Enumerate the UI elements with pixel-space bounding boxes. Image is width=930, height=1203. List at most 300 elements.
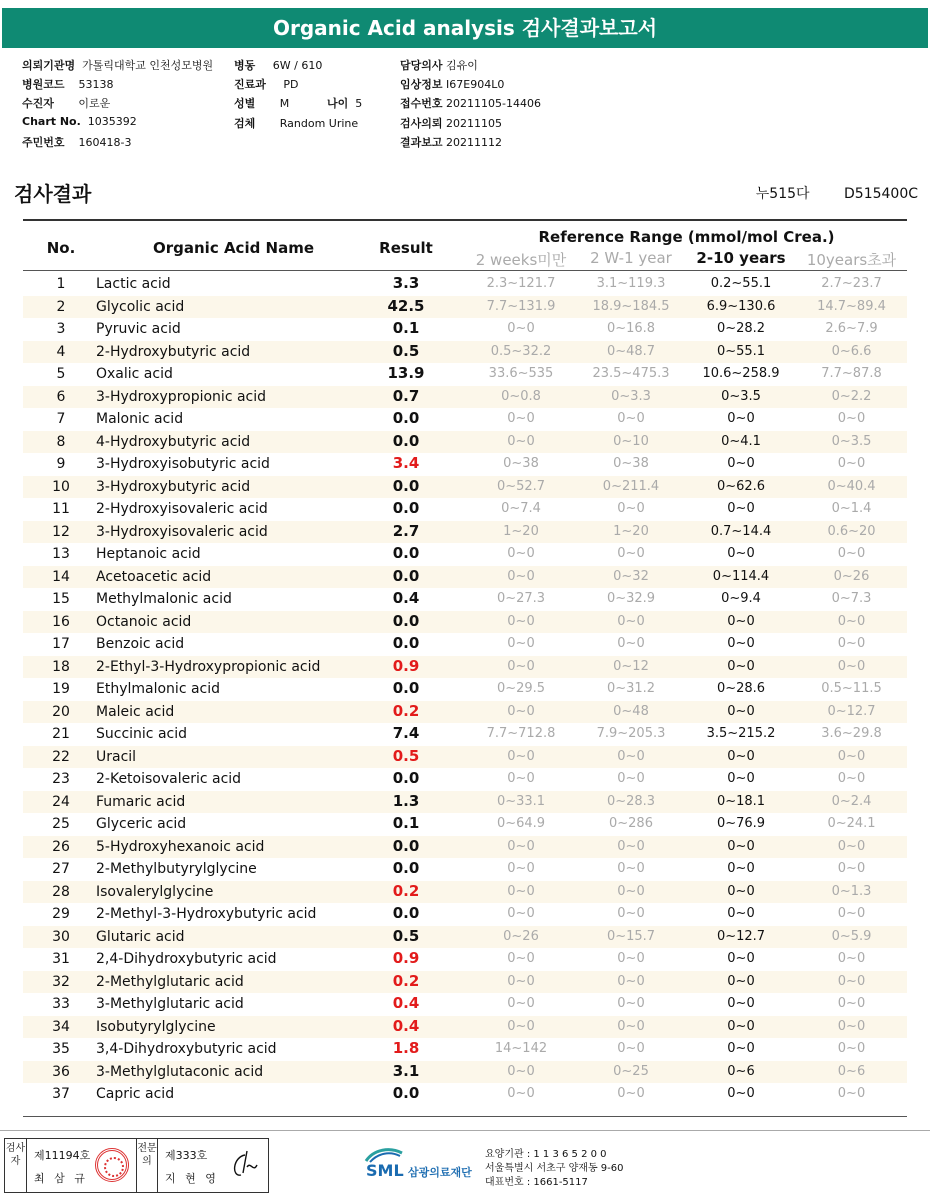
- row-range-under-2-weeks: 0~0: [507, 748, 535, 764]
- row-range-over-10y: 0~5.9: [831, 928, 872, 944]
- row-number: 1: [56, 276, 66, 292]
- row-range-2-10y: 0~55.1: [716, 343, 766, 359]
- row-acid-name: Heptanoic acid: [96, 546, 201, 562]
- row-acid-name: Pyruvic acid: [96, 321, 181, 337]
- row-number: 3: [56, 321, 66, 337]
- row-range-2w-1y: 0~32.9: [606, 591, 656, 606]
- row-number: 14: [52, 568, 70, 585]
- patient-info: [22, 57, 912, 153]
- approver-name: 지 현 영: [165, 1172, 219, 1185]
- row-range-under-2-weeks: 0~0: [507, 546, 535, 561]
- row-number: 9: [56, 456, 66, 472]
- row-acid-name: 5-Hydroxyhexanoic acid: [96, 838, 265, 855]
- table-row: [23, 1083, 907, 1106]
- row-range-2w-1y: 0~38: [613, 456, 649, 471]
- row-range-2w-1y: 0~0: [617, 951, 645, 966]
- header-range-1: 2 weeks미만: [475, 251, 567, 269]
- row-acid-name: Capric acid: [96, 1086, 175, 1102]
- row-range-2w-1y: 0~3.3: [611, 388, 651, 404]
- row-result: 0.5: [392, 341, 420, 360]
- row-range-2w-1y: 0~0: [617, 1018, 645, 1034]
- row-range-2-10y: 0~0: [727, 1041, 755, 1056]
- row-range-under-2-weeks: 33.6~535: [488, 366, 554, 381]
- table-row: [23, 296, 907, 319]
- row-result: 0.2: [392, 701, 420, 720]
- row-range-2-10y: 0~0: [727, 546, 755, 561]
- table-row: [23, 746, 907, 769]
- row-range-under-2-weeks: 2.3~121.7: [486, 276, 556, 291]
- table-row: [23, 948, 907, 971]
- row-acid-name: Lactic acid: [96, 276, 171, 292]
- row-number: 24: [52, 793, 70, 810]
- row-result: 0.0: [392, 1084, 420, 1102]
- row-range-over-10y: 0~0: [837, 951, 866, 966]
- table-row: [23, 971, 907, 994]
- row-acid-name: Benzoic acid: [96, 636, 185, 652]
- row-range-under-2-weeks: 0~0: [507, 996, 535, 1011]
- insurance-code: 누515다: [755, 186, 810, 202]
- row-range-2-10y: 0~0: [727, 501, 755, 516]
- row-range-under-2-weeks: 0~33.1: [496, 793, 546, 809]
- row-range-over-10y: 0~12.7: [827, 703, 876, 719]
- table-row: [23, 566, 907, 589]
- table-row: [23, 341, 907, 364]
- row-range-over-10y: 7.7~87.8: [821, 366, 882, 381]
- row-range-2w-1y: 1~20: [613, 523, 649, 539]
- row-range-over-10y: 0~0: [837, 771, 866, 786]
- table-row: [23, 813, 907, 836]
- row-acid-name: Ethylmalonic acid: [96, 681, 221, 697]
- row-range-2-10y: 0~6: [727, 1063, 755, 1079]
- info-patient: 수진자 이로운: [22, 97, 111, 110]
- row-range-2w-1y: 0~0: [617, 906, 645, 921]
- row-range-over-10y: 0~2.4: [831, 793, 872, 809]
- row-number: 7: [56, 411, 66, 427]
- row-number: 36: [52, 1063, 70, 1080]
- row-range-2w-1y: 0~15.7: [606, 928, 656, 944]
- row-number: 34: [52, 1018, 70, 1035]
- table-row: [23, 476, 907, 499]
- row-acid-name: 2-Hydroxybutyric acid: [96, 343, 251, 360]
- row-range-under-2-weeks: 0~0: [507, 433, 535, 449]
- row-range-2-10y: 6.9~130.6: [706, 298, 776, 314]
- row-range-over-10y: 2.7~23.7: [821, 276, 882, 291]
- row-range-2-10y: 0~0: [727, 861, 755, 876]
- row-number: 20: [52, 703, 70, 720]
- table-row: [23, 993, 907, 1016]
- approver-license: 제333호: [165, 1149, 208, 1162]
- header-range-3: 2-10 years: [696, 249, 786, 267]
- row-number: 15: [52, 591, 70, 607]
- table-row: [23, 611, 907, 634]
- row-acid-name: Uracil: [96, 748, 137, 765]
- row-number: 21: [52, 726, 70, 742]
- row-range-2-10y: 0~28.6: [716, 681, 766, 696]
- row-range-over-10y: 0~0: [837, 411, 866, 426]
- row-range-over-10y: 0~0: [837, 1018, 866, 1034]
- row-range-2-10y: 0~18.1: [716, 793, 766, 809]
- org-line-phone: 대표번호 : 1661-5117: [485, 1177, 588, 1188]
- row-result: 0.2: [392, 881, 420, 900]
- row-range-over-10y: 0~40.4: [827, 478, 876, 494]
- info-agency: 의뢰기관명 가톨릭대학교 인천성모병원: [22, 59, 214, 72]
- row-range-over-10y: 0~6: [837, 1063, 866, 1079]
- row-range-2-10y: 0~0: [727, 703, 755, 719]
- row-acid-name: 2-Ethyl-3-Hydroxypropionic acid: [96, 658, 321, 675]
- table-row: [23, 768, 907, 791]
- row-range-2-10y: 0~3.5: [721, 388, 761, 404]
- row-range-2-10y: 3.5~215.2: [706, 726, 776, 741]
- row-acid-name: Succinic acid: [96, 726, 188, 742]
- row-range-2-10y: 0~4.1: [721, 433, 761, 449]
- row-range-under-2-weeks: 0~0: [507, 1086, 535, 1101]
- table-row: [23, 386, 907, 409]
- row-result: 0.1: [392, 814, 420, 832]
- table-row: [23, 633, 907, 656]
- footer-rule: [0, 1130, 930, 1131]
- row-range-2w-1y: 0~48: [613, 703, 649, 719]
- table-row: [23, 701, 907, 724]
- row-result: 0.4: [392, 589, 420, 607]
- row-acid-name: 2-Hydroxyisovaleric acid: [96, 501, 268, 517]
- row-number: 37: [52, 1086, 70, 1102]
- header-range-2: 2 W-1 year: [590, 249, 672, 267]
- info-ward: 병동 6W / 610: [234, 59, 323, 72]
- row-acid-name: Isovalerylglycine: [96, 883, 214, 900]
- org-line-code: 요양기관 : 1 1 3 6 5 2 0 0: [485, 1149, 607, 1160]
- row-number: 19: [52, 681, 70, 697]
- row-range-under-2-weeks: 0~0: [507, 883, 535, 899]
- table-row: [23, 903, 907, 926]
- header-result: Result: [379, 239, 433, 257]
- table-row: [23, 656, 907, 679]
- info-resident-no: 주민번호 160418-3: [22, 136, 132, 149]
- table-row: [23, 318, 907, 341]
- table-row: [23, 1038, 907, 1061]
- row-range-2-10y: 0.7~14.4: [710, 523, 772, 539]
- row-range-over-10y: 2.6~7.9: [825, 321, 878, 336]
- row-acid-name: Malonic acid: [96, 411, 184, 427]
- table-row: [23, 521, 907, 544]
- row-result: 0.2: [392, 971, 420, 990]
- row-range-under-2-weeks: 1~20: [503, 523, 539, 539]
- row-acid-name: 4-Hydroxybutyric acid: [96, 433, 251, 450]
- row-number: 13: [52, 546, 70, 562]
- row-range-under-2-weeks: 0~38: [503, 456, 539, 471]
- row-number: 22: [52, 748, 70, 765]
- row-range-2-10y: 10.6~258.9: [702, 366, 780, 381]
- row-range-over-10y: 0~3.5: [831, 433, 872, 449]
- row-range-2w-1y: 0~31.2: [606, 681, 656, 696]
- org-name: 삼광의료재단: [408, 1166, 472, 1179]
- row-range-2-10y: 0~62.6: [716, 478, 766, 494]
- row-range-over-10y: 0~0: [837, 1086, 866, 1101]
- org-logo: [364, 1147, 484, 1189]
- row-acid-name: Glycolic acid: [96, 298, 185, 315]
- row-range-under-2-weeks: 0~0: [507, 613, 535, 629]
- row-number: 26: [52, 838, 70, 855]
- table-bottom-rule: [23, 1116, 907, 1117]
- row-range-2-10y: 0~12.7: [716, 928, 766, 944]
- row-result: 0.0: [392, 431, 420, 450]
- row-result: 0.0: [392, 409, 420, 427]
- row-acid-name: 3-Hydroxybutyric acid: [96, 478, 251, 495]
- row-range-2w-1y: 0~0: [617, 501, 645, 516]
- table-row: [23, 588, 907, 611]
- inspector-name: 최 삼 규: [34, 1172, 88, 1185]
- table-row: [23, 836, 907, 859]
- row-acid-name: 2-Methylbutyrylglycine: [96, 861, 257, 877]
- row-number: 28: [52, 883, 70, 900]
- row-range-2-10y: 0~9.4: [721, 591, 761, 606]
- row-range-over-10y: 14.7~89.4: [817, 298, 886, 314]
- row-result: 0.5: [392, 926, 420, 945]
- row-range-2w-1y: 0~0: [617, 861, 645, 876]
- row-result: 0.9: [392, 656, 420, 675]
- row-result: 2.7: [392, 521, 420, 540]
- row-result: 0.4: [392, 994, 420, 1012]
- row-range-2-10y: 0~0: [727, 996, 755, 1011]
- header-reference: Reference Range (mmol/mol Crea.): [538, 228, 835, 246]
- test-code: D515400C: [844, 186, 918, 202]
- row-number: 5: [56, 366, 66, 382]
- row-result: 1.8: [392, 1039, 420, 1057]
- row-range-2w-1y: 0~25: [613, 1063, 649, 1079]
- row-number: 35: [52, 1041, 70, 1057]
- row-acid-name: 3-Hydroxyisobutyric acid: [96, 456, 270, 472]
- row-range-2w-1y: 23.5~475.3: [592, 366, 670, 381]
- row-range-2-10y: 0~0: [727, 613, 755, 629]
- row-range-2-10y: 0~0: [727, 838, 755, 854]
- row-range-under-2-weeks: 0~0: [507, 411, 535, 426]
- table-row: [23, 881, 907, 904]
- row-range-2w-1y: 0~0: [617, 546, 645, 561]
- row-range-under-2-weeks: 0~64.9: [496, 816, 546, 831]
- row-range-2w-1y: 0~0: [617, 748, 645, 764]
- row-range-under-2-weeks: 0~52.7: [496, 478, 546, 494]
- results-table: [23, 273, 907, 1106]
- row-range-over-10y: 0~0: [837, 996, 866, 1011]
- row-range-2-10y: 0~0: [727, 951, 755, 966]
- row-range-under-2-weeks: 0~0: [507, 973, 535, 989]
- row-range-over-10y: 3.6~29.8: [821, 726, 882, 741]
- row-range-2-10y: 0~0: [727, 748, 755, 764]
- row-result: 3.1: [392, 1061, 420, 1080]
- info-report-date: 결과보고 20211112: [400, 136, 503, 149]
- row-number: 30: [52, 928, 70, 945]
- row-range-2w-1y: 18.9~184.5: [592, 298, 670, 314]
- row-number: 8: [56, 433, 66, 450]
- table-row: [23, 273, 907, 296]
- section-title: 검사결과: [14, 182, 92, 206]
- table-row: [23, 723, 907, 746]
- row-acid-name: Methylmalonic acid: [96, 591, 232, 607]
- table-row: [23, 543, 907, 566]
- row-result: 7.4: [392, 724, 420, 742]
- row-result: 0.0: [392, 544, 420, 562]
- row-range-2w-1y: 0~32: [613, 568, 649, 584]
- row-range-over-10y: 0~0: [837, 748, 866, 764]
- row-result: 0.0: [392, 836, 420, 855]
- row-acid-name: 2-Ketoisovaleric acid: [96, 771, 242, 787]
- row-range-2w-1y: 0~10: [613, 433, 649, 449]
- row-range-2w-1y: 0~0: [617, 411, 645, 426]
- row-number: 29: [52, 906, 70, 922]
- row-range-under-2-weeks: 0~27.3: [496, 591, 546, 606]
- row-number: 16: [52, 613, 70, 630]
- row-acid-name: 3-Methylglutaconic acid: [96, 1063, 264, 1080]
- approver-label: 전문의: [136, 1139, 158, 1192]
- row-range-2-10y: 0~76.9: [716, 816, 766, 831]
- table-top-rule: [23, 219, 907, 221]
- inspector-license: 제11194호: [34, 1149, 91, 1162]
- row-range-under-2-weeks: 0~0: [507, 658, 535, 674]
- row-range-over-10y: 0.6~20: [827, 523, 876, 539]
- info-specimen: 검체 Random Urine: [234, 117, 359, 130]
- row-result: 42.5: [387, 296, 425, 315]
- row-result: 0.0: [392, 499, 420, 517]
- row-result: 0.0: [392, 859, 420, 877]
- row-range-2-10y: 0~114.4: [712, 568, 770, 584]
- table-row: [23, 926, 907, 949]
- row-range-2-10y: 0~0: [727, 456, 755, 471]
- row-range-under-2-weeks: 0~7.4: [501, 501, 541, 516]
- row-range-over-10y: 0~0: [837, 613, 866, 629]
- row-range-2-10y: 0~0: [727, 658, 755, 674]
- row-acid-name: 2-Methylglutaric acid: [96, 973, 244, 990]
- row-range-over-10y: 0~7.3: [831, 591, 872, 606]
- row-range-2-10y: 0~0: [727, 883, 755, 899]
- table-row: [23, 678, 907, 701]
- row-range-under-2-weeks: 7.7~712.8: [486, 726, 556, 741]
- row-number: 25: [52, 816, 70, 832]
- row-number: 23: [52, 771, 70, 787]
- table-header-rule: [23, 270, 907, 271]
- table-header: [23, 226, 907, 270]
- table-row: [23, 408, 907, 431]
- row-range-under-2-weeks: 0~26: [503, 928, 539, 944]
- row-number: 12: [52, 523, 70, 540]
- row-range-2w-1y: 0~0: [617, 1041, 645, 1056]
- table-row: [23, 858, 907, 881]
- table-row: [23, 791, 907, 814]
- row-range-over-10y: 0~2.2: [831, 388, 872, 404]
- row-range-over-10y: 0~0: [837, 861, 866, 876]
- table-row: [23, 1061, 907, 1084]
- info-request-date: 검사의뢰 20211105: [400, 117, 503, 130]
- row-acid-name: 3-Methylglutaric acid: [96, 996, 244, 1012]
- row-acid-name: Fumaric acid: [96, 793, 186, 810]
- row-result: 0.0: [392, 611, 420, 630]
- row-range-under-2-weeks: 0~0: [507, 321, 535, 336]
- row-range-2-10y: 0~0: [727, 1018, 755, 1034]
- row-result: 3.3: [392, 274, 420, 292]
- table-row: [23, 1016, 907, 1039]
- row-range-over-10y: 0~0: [837, 906, 866, 921]
- row-range-under-2-weeks: 14~142: [494, 1041, 548, 1056]
- row-acid-name: 2-Methyl-3-Hydroxybutyric acid: [96, 906, 317, 922]
- header-name: Organic Acid Name: [153, 239, 315, 257]
- row-range-over-10y: 0~24.1: [827, 816, 876, 831]
- row-range-over-10y: 0~6.6: [831, 343, 872, 359]
- info-age: 나이 5: [327, 97, 363, 110]
- row-range-over-10y: 0.5~11.5: [821, 681, 882, 696]
- row-range-under-2-weeks: 0~0.8: [501, 388, 541, 404]
- row-result: 0.0: [392, 769, 420, 787]
- row-range-under-2-weeks: 0.5~32.2: [490, 343, 552, 359]
- row-result: 0.1: [392, 319, 420, 337]
- row-range-2w-1y: 0~0: [617, 996, 645, 1011]
- row-range-2w-1y: 0~0: [617, 1086, 645, 1101]
- report-title: Organic Acid analysis 검사결과보고서: [2, 8, 928, 48]
- row-result: 0.0: [392, 476, 420, 495]
- row-range-over-10y: 0~0: [837, 1041, 866, 1056]
- row-range-2-10y: 0~0: [727, 411, 755, 426]
- table-row: [23, 498, 907, 521]
- row-range-2w-1y: 0~16.8: [606, 321, 656, 336]
- row-range-over-10y: 0~0: [837, 838, 866, 854]
- row-range-2-10y: 0~0: [727, 973, 755, 989]
- row-number: 33: [52, 996, 70, 1012]
- row-acid-name: Acetoacetic acid: [96, 568, 212, 585]
- row-range-over-10y: 0~0: [837, 636, 866, 651]
- signature-box: [4, 1138, 269, 1193]
- row-range-2w-1y: 0~0: [617, 973, 645, 989]
- info-chart-no: Chart No. 1035392: [22, 115, 137, 128]
- row-acid-name: Glutaric acid: [96, 928, 185, 945]
- inspector-seal-icon: [95, 1148, 129, 1182]
- row-range-under-2-weeks: 0~0: [507, 861, 535, 876]
- row-range-2w-1y: 0~286: [609, 816, 653, 831]
- row-range-under-2-weeks: 7.7~131.9: [486, 298, 556, 314]
- row-result: 0.0: [392, 679, 420, 697]
- row-range-under-2-weeks: 0~0: [507, 636, 535, 651]
- signature-icon: [227, 1147, 261, 1183]
- row-range-2w-1y: 0~0: [617, 771, 645, 786]
- row-result: 13.9: [387, 364, 425, 382]
- row-range-2-10y: 0~28.2: [716, 321, 766, 336]
- row-range-under-2-weeks: 0~0: [507, 1063, 535, 1079]
- row-range-2-10y: 0~0: [727, 636, 755, 651]
- info-clinical: 임상정보 I67E904L0: [400, 78, 505, 91]
- org-info: [485, 1148, 624, 1190]
- row-result: 0.7: [392, 386, 420, 405]
- row-result: 0.0: [392, 904, 420, 922]
- table-row: [23, 431, 907, 454]
- row-range-over-10y: 0~26: [833, 568, 870, 584]
- row-acid-name: Glyceric acid: [96, 816, 187, 832]
- row-range-2w-1y: 0~0: [617, 613, 645, 629]
- row-range-under-2-weeks: 0~0: [507, 1018, 535, 1034]
- info-hospital-code: 병원코드 53138: [22, 78, 114, 91]
- row-number: 11: [52, 501, 70, 517]
- row-range-under-2-weeks: 0~0: [507, 568, 535, 584]
- row-range-over-10y: 0~0: [837, 973, 866, 989]
- row-range-over-10y: 0~0: [837, 456, 866, 471]
- row-range-under-2-weeks: 0~0: [507, 703, 535, 719]
- table-row: [23, 453, 907, 476]
- row-number: 2: [56, 298, 66, 315]
- info-receipt-no: 접수번호 20211105-14406: [400, 97, 541, 110]
- row-range-2-10y: 0.2~55.1: [710, 276, 772, 291]
- row-range-2w-1y: 0~48.7: [606, 343, 656, 359]
- org-line-address: 서울특별시 서초구 양재동 9-60: [485, 1163, 624, 1174]
- row-acid-name: 3-Hydroxyisovaleric acid: [96, 523, 268, 540]
- row-number: 27: [52, 861, 70, 877]
- row-acid-name: Isobutyrylglycine: [96, 1018, 216, 1035]
- row-result: 0.5: [392, 746, 420, 765]
- row-number: 6: [56, 388, 66, 405]
